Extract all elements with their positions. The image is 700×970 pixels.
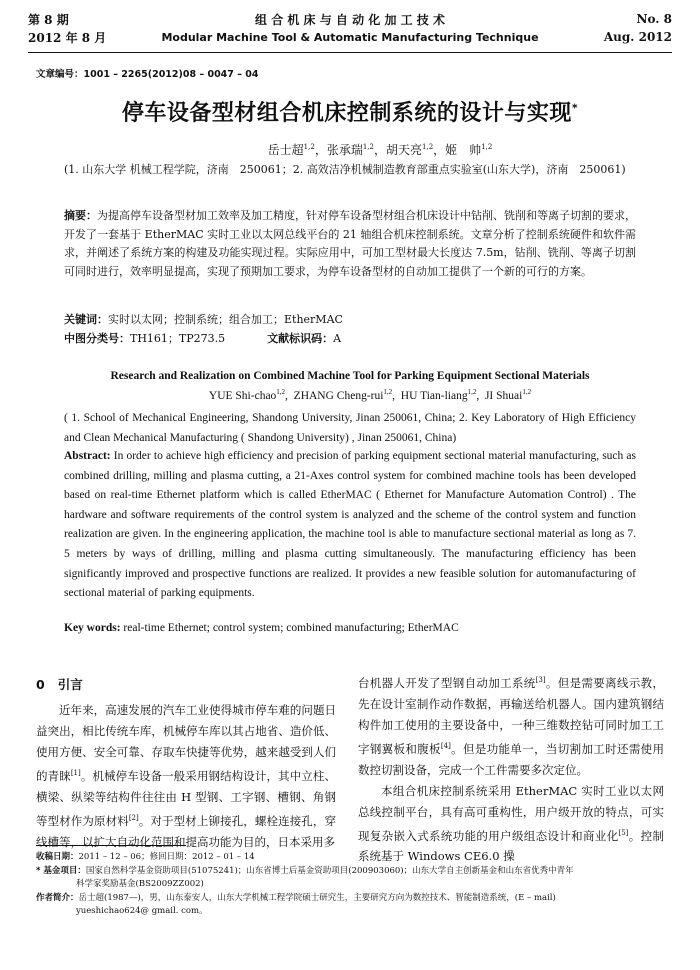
- footnote-received: 收稿日期：2011 – 12 – 06；修回日期：2012 – 01 – 14: [36, 852, 255, 862]
- author-en: YUE Shi-chao$^{1,2}$: [208, 388, 286, 402]
- citation: [2]: [128, 813, 139, 822]
- abstract-cn: [64, 207, 636, 281]
- abstract-cn-text: 为提高停车设备型材加工效率及加工精度，针对停车设备型材组合机床设计中钻削、铣削和等离子切割的要求，开发了一套基于 EtherMAC 实时工业以太网总线平台的 21 轴组合机床控制系统。文章分析了控制系统硬件和软件需求，并阐述了系统方案的构建及功能实现过程。实际应用中，可加工型材最大长度达 7.5m，钻削、铣削、等离子切割可同时进行，效率明显提高，实现了预期加工要求，为停车设备型材的自动加工提供了一个新的可行的方案。: [64, 209, 636, 278]
- author-en: HU Tian-liang$^{1,2}$: [400, 388, 477, 402]
- date-cn: 2012 年 8 月: [28, 30, 107, 45]
- keywords-en-label: Key words:: [64, 622, 121, 634]
- author-cn: 胡天亮$^{1,2}$: [386, 143, 434, 157]
- affiliation-cn: (1. 山东大学 机械工程学院，济南 250061；2. 高效洁净机械制造教育部重点实验室(山东大学)，济南 250061): [64, 163, 626, 176]
- affiliation-en: ( 1. School of Mechanical Engineering, Shandong University, Jinan 250061, China; 2. Key Laboratory of High Efficiency and Clean Mechanical Manufacturing ( Shandong University) , Jinan 250061, China): [64, 412, 636, 444]
- author-en: JI Shuai$^{1,2}$: [484, 388, 532, 402]
- authors-cn: 岳士超$^{1,2}$，张承瑞$^{1,2}$，胡天亮$^{1,2}$，姬 帅$^{1,2}$: [267, 143, 493, 157]
- authors-en: YUE Shi-chao$^{1,2}$, ZHANG Cheng-rui$^{1,2}$, HU Tian-liang$^{1,2}$, JI Shuai$^{1,2}$: [208, 388, 532, 402]
- citation: [3]: [535, 676, 546, 684]
- title-cn: [0, 96, 700, 127]
- title-en: Research and Realization on Combined Machine Tool for Parking Equipment Sectional Materials: [110, 370, 590, 382]
- doc-code-value: A: [333, 332, 342, 345]
- article-number: 文章编号：1001 – 2265(2012)08 – 0047 – 04: [36, 69, 259, 80]
- title-cn-text: 停车设备型材组合机床控制系统的设计与实现: [121, 101, 572, 126]
- abstract-en-text: In order to achieve high efficiency and precision of parking equipment sectional material manufacturing, such as combined drilling, milling and plasma cutting, a 21-Axes control system for combined machine tools has been developed based on real-time Ethernet platform which is called EtherMAC ( Ethernet for Manufacture Automation Control) . The hardware and software requirements of the control system is analyzed and the scheme of the control system and function realization are given. In the engineering application, the machine tool is able to manufacture sectional material as long as 7. 5 meters by ways of drilling, milling and plasma cutting simultaneously. The manufacturing efficiency has been significantly improved and prospective functions are realized. It provides a new feasible solution for automanufacturing of sectional material of parking equipments.: [64, 450, 636, 600]
- journal-title-cn: 组 合 机 床 与 自 动 化 加 工 技 术: [255, 12, 445, 27]
- keywords-en-text: real-time Ethernet; control system; combined manufacturing; EtherMAC: [123, 622, 459, 634]
- footnote-fund: * 基金项目：国家自然科学基金资助项目(51075241)；山东省博士后基金资助项目(200903060)；山东大学自主创新基金和山东省优秀中青年: [36, 865, 574, 876]
- paragraph: 本组合机床控制系统采用 EtherMAC 实时工业以太网总线控制平台，具有高可重构性，用户级开放的特点，可实现复杂嵌入式系统功能的用户级组态设计和商业化[5]。控制系统基于 Windows CE6.0 操: [358, 783, 664, 864]
- abstract-en: [64, 447, 636, 604]
- section-title: 引言: [57, 677, 83, 692]
- classification-line: [64, 330, 636, 346]
- footnote-rule: [36, 845, 186, 846]
- citation: [4]: [440, 741, 451, 750]
- running-header: [28, 10, 672, 56]
- citation: [1]: [70, 769, 81, 777]
- abstract-en-label: Abstract:: [64, 450, 111, 462]
- keywords-cn: [64, 311, 636, 327]
- issue-en: No. 8: [636, 12, 672, 26]
- keywords-cn-text: 实时以太网；控制系统；组合加工；EtherMAC: [108, 313, 343, 326]
- footnotes: [36, 851, 664, 919]
- author-cn: 张承瑞$^{1,2}$: [326, 143, 374, 157]
- doc-code-label: 文献标识码：: [267, 332, 334, 345]
- header-rule: [28, 52, 672, 53]
- author-cn: 姬 帅$^{1,2}$: [445, 143, 493, 157]
- footnote-fund-cont: 科学家奖励基金(BS2009ZZ002): [76, 879, 204, 889]
- citation: [5]: [618, 828, 629, 837]
- author-en: ZHANG Cheng-rui$^{1,2}$: [293, 388, 393, 402]
- paragraph: 近年来，高速发展的汽车工业使得城市停车难的问题日益突出，相比传统车库，机械停车库以其占地省、造价低、使用方便、安全可靠、存取车快捷等优势，越来越受到人们的青睐[1]。机械停车设备一般采用钢结构设计，其中立柱、横梁、纵梁等结构件往往由 H 型钢、工字钢、槽钢、角钢等型材作为原材料[2]。对于型材上铆接孔，螺栓连接孔，穿线槽等，以扩大自动化范围和提高功能为目的，日本采用多: [36, 703, 337, 849]
- clc-label: 中图分类号：: [64, 332, 130, 345]
- keywords-en: [64, 622, 636, 634]
- author-cn: 岳士超$^{1,2}$: [267, 143, 315, 157]
- footnote-bio: 作者简介：岳士超(1987—)，男，山东泰安人，山东大学机械工程学院硕士研究生，主要研究方向为数控技术、智能制造系统，(E – mail): [36, 892, 556, 903]
- clc-value: TH161；TP273.5: [130, 332, 226, 345]
- body-column-left: [36, 670, 336, 853]
- body-column-right: [358, 670, 664, 867]
- paragraph: 台机器人开发了型钢自动加工系统[3]。但是需要离线示教，先在设计室制作动作数据，再输送给机器人。国内建筑钢结构件加工使用的主要设备中，一种三维数控钻可同时加工工字钢翼板和腹板[4]。但是功能单一，当切割加工时还需使用数控切割设备，完成一个工件需要多次定位。: [358, 675, 665, 777]
- abstract-cn-label: 摘要：: [64, 209, 97, 222]
- section-number: 0: [36, 677, 45, 692]
- journal-title-en: Modular Machine Tool & Automatic Manufacturing Technique: [161, 30, 539, 44]
- issue-cn: 第 8 期: [28, 12, 69, 27]
- date-en: Aug. 2012: [603, 30, 672, 44]
- footnote-email: yueshichao624@ gmail. com。: [76, 906, 208, 916]
- section-heading: [36, 670, 336, 700]
- keywords-cn-label: 关键词：: [64, 313, 108, 326]
- title-footnote-mark: *: [571, 101, 579, 115]
